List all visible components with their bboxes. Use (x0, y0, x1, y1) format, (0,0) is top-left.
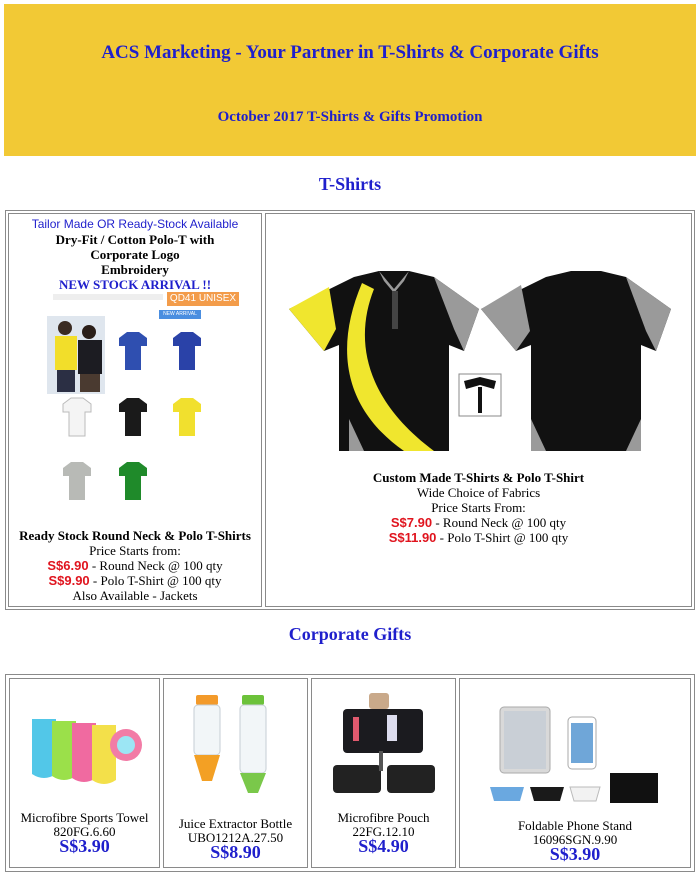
custom-made-cell (265, 213, 692, 607)
new-arrival-tag: NEW ARRIVAL (159, 310, 201, 319)
new-stock-line: NEW STOCK ARRIVAL !! (58, 277, 212, 292)
towel-image (20, 699, 150, 789)
price-custom-polo-text: - Polo T-Shirt @ 100 qty (439, 530, 569, 545)
gift-code: 820FG.6.60 (53, 824, 116, 839)
gift-card-phone-stand (459, 678, 691, 868)
jackets-line: Also Available - Jackets (72, 588, 198, 603)
catalog-shirts-graphic (47, 292, 239, 512)
page-title: ACS Marketing - Your Partner in T-Shirts & Corporate Gifts (101, 42, 599, 63)
ready-stock-title: Ready Stock Round Neck & Polo T-Shirts (19, 528, 251, 543)
price-round-neck: S$6.90 (47, 558, 89, 573)
pouch-image (329, 691, 439, 801)
gift-name: Juice Extractor Bottle (178, 816, 293, 831)
ready-stock-cell (8, 213, 262, 607)
price-starts-from: Price Starts from: (89, 543, 181, 558)
price-polo: S$9.90 (48, 573, 90, 588)
gift-price: S$3.90 (59, 836, 110, 856)
logo-line: Corporate Logo (90, 247, 180, 262)
embroidery-line: Embroidery (101, 262, 169, 277)
polo-line: Dry-Fit / Cotton Polo-T with (55, 232, 215, 247)
price-custom-round-neck: S$7.90 (390, 515, 433, 530)
price-starts-from-custom: Price Starts From: (431, 500, 526, 515)
gift-code: 16096SGN.9.90 (532, 832, 618, 847)
gift-price: S$3.90 (549, 844, 601, 864)
gift-card-towel (9, 678, 160, 868)
header-banner (4, 4, 696, 156)
promo-subtitle: October 2017 T-Shirts & Gifts Promotion (217, 109, 483, 125)
gift-code: UBO1212A.27.50 (187, 830, 284, 845)
price-custom-polo: S$11.90 (388, 530, 437, 545)
juice-bottle-image (186, 693, 286, 803)
gift-name: Microfibre Pouch (337, 810, 430, 825)
price-polo-text: - Polo T-Shirt @ 100 qty (92, 573, 222, 588)
price-round-neck-text: - Round Neck @ 100 qty (91, 558, 223, 573)
price-custom-round-neck-text: - Round Neck @ 100 qty (435, 515, 567, 530)
fabrics-line: Wide Choice of Fabrics (416, 485, 541, 500)
catalog-tag: QD41 UNISEX (167, 292, 239, 306)
gift-name: Microfibre Sports Towel (20, 810, 149, 825)
custom-polo-graphic (284, 269, 684, 459)
gift-price: S$8.90 (210, 842, 261, 862)
gift-name: Foldable Phone Stand (517, 818, 633, 833)
gift-price: S$4.90 (358, 836, 409, 856)
gift-code: 22FG.12.10 (352, 824, 415, 839)
tshirts-section-title: T-Shirts (318, 174, 382, 194)
catalog-image (47, 292, 239, 512)
gifts-section-title: Corporate Gifts (288, 624, 412, 644)
custom-made-title: Custom Made T-Shirts & Polo T-Shirt (372, 470, 585, 485)
gift-card-pouch (311, 678, 456, 868)
gift-card-juice-bottle (163, 678, 308, 868)
phone-stand-image (486, 703, 666, 813)
tailor-made-text: Tailor Made OR Ready-Stock Available (31, 217, 239, 231)
